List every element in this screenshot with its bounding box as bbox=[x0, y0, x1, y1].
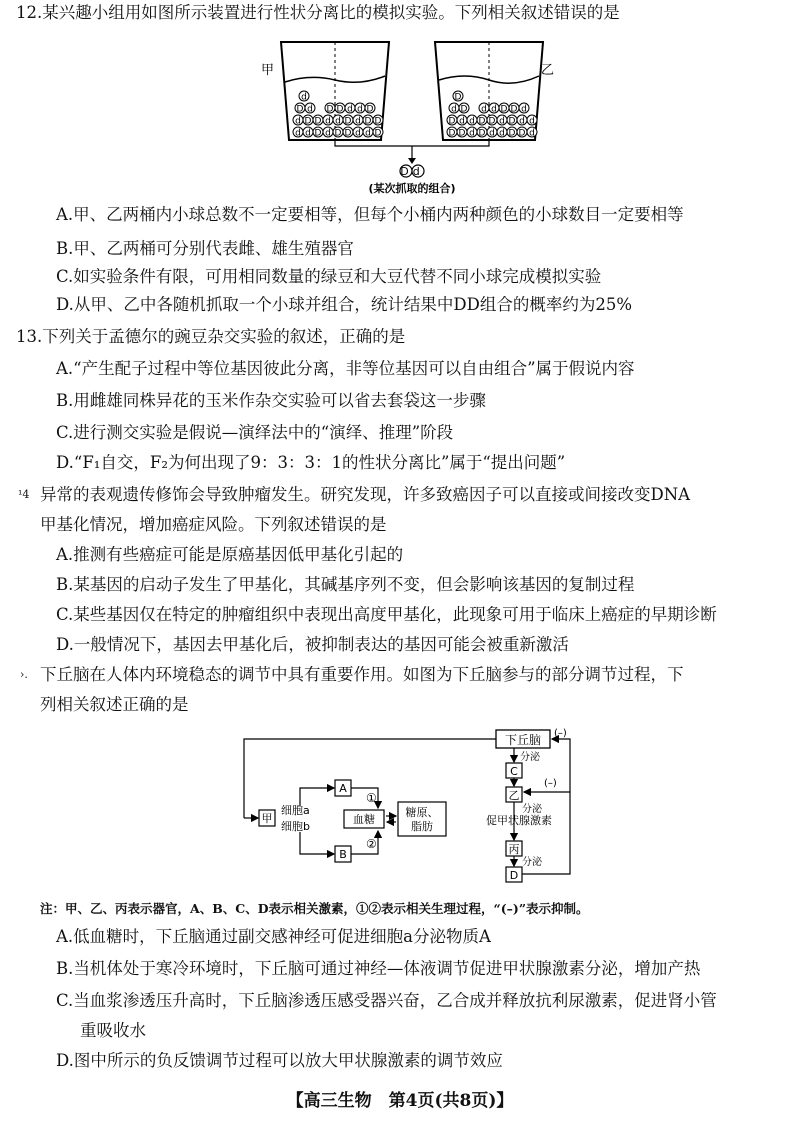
organ-jia: 甲 bbox=[261, 812, 273, 825]
secrete-1: 分泌 bbox=[520, 752, 540, 763]
q12-figure bbox=[255, 30, 555, 200]
hormone-a: A bbox=[339, 782, 347, 795]
q14-stem-line1: 异常的表观遗传修饰会导致肿瘤发生。研究发现，许多致癌因子可以直接或间接改变DNA bbox=[40, 485, 691, 504]
ball-label: D bbox=[448, 128, 456, 139]
ball-label: D bbox=[454, 92, 462, 103]
balls-left bbox=[293, 91, 383, 139]
ball-label: d bbox=[347, 104, 353, 115]
ball-label: D bbox=[314, 128, 322, 139]
combo-label: Dd bbox=[400, 165, 424, 178]
tsh-label: 促甲状腺激素 bbox=[486, 814, 552, 827]
balls-right bbox=[447, 91, 537, 139]
ball-label: D bbox=[314, 116, 322, 127]
q15-note: 注：甲、乙、丙表示器官，A、B、C、D表示相关激素，①②表示相关生理过程，“(–)”表示抑制。 bbox=[40, 901, 589, 916]
ball-label: D bbox=[508, 116, 516, 127]
organ-yi: 乙 bbox=[508, 789, 520, 802]
ball-label: D bbox=[366, 104, 374, 115]
ball-label: d bbox=[295, 116, 301, 127]
q12-stem: 12.某兴趣小组用如图所示装置进行性状分离比的模拟实验。下列相关叙述错误的是 bbox=[16, 3, 620, 22]
ball-label: D bbox=[478, 128, 486, 139]
ball-label: D bbox=[508, 128, 516, 139]
secrete-3: 分泌 bbox=[522, 857, 542, 868]
ball-label: d bbox=[521, 104, 527, 115]
ball-label: d bbox=[301, 92, 307, 103]
ball-label: d bbox=[489, 128, 495, 139]
q13-option-d: D.“F₁自交，F₂为何出现了9：3：3：1的性状分离比”属于“提出问题” bbox=[56, 453, 566, 472]
ball-label: d bbox=[325, 128, 331, 139]
ball-label: D bbox=[344, 116, 352, 127]
combo-caption: (某次抓取的组合) bbox=[368, 182, 456, 195]
ball-label: d bbox=[499, 116, 505, 127]
ball-label: d bbox=[491, 104, 497, 115]
ball-label: D bbox=[518, 128, 526, 139]
q15-option-c-line2: 重吸收水 bbox=[80, 1021, 146, 1040]
ball-label: d bbox=[295, 128, 301, 139]
ball-label: D bbox=[448, 116, 456, 127]
organ-bing: 丙 bbox=[508, 843, 520, 856]
ball-label: d bbox=[357, 104, 363, 115]
ball-label: D bbox=[344, 128, 352, 139]
glycogen-label-1: 糖原、 bbox=[405, 806, 439, 819]
q15-stem-line1: 下丘脑在人体内环境稳态的调节中具有重要作用。如图为下丘脑参与的部分调节过程，下 bbox=[40, 665, 684, 684]
neg-feedback-1: (–) bbox=[554, 728, 567, 739]
ball-label: d bbox=[529, 116, 535, 127]
q14-stem-line2: 甲基化情况，增加癌症风险。下列叙述错误的是 bbox=[40, 515, 387, 534]
q14-option-c: C.某些基因仅在特定的肿瘤组织中表现出高度甲基化，此现象可用于临床上癌症的早期诊断 bbox=[56, 605, 717, 624]
glycogen-label-2: 脂肪 bbox=[411, 820, 433, 833]
ball-label: d bbox=[519, 116, 525, 127]
ball-label: d bbox=[459, 116, 465, 127]
q15-stem-line2: 列相关叙述正确的是 bbox=[40, 695, 189, 714]
ball-label: D bbox=[364, 116, 372, 127]
ball-label: D bbox=[500, 104, 508, 115]
ball-label: d bbox=[335, 116, 341, 127]
ball-label: D bbox=[336, 104, 344, 115]
ball-label: D bbox=[304, 116, 312, 127]
ball-label: d bbox=[529, 128, 535, 139]
q15-option-d: D.图中所示的负反馈调节过程可以放大甲状腺激素的调节效应 bbox=[56, 1051, 503, 1070]
q15-option-c-line1: C.当血浆渗透压升高时，下丘脑渗透压感受器兴奋，乙合成并释放抗利尿激素，促进肾小管 bbox=[56, 991, 717, 1010]
ball-label: d bbox=[355, 128, 361, 139]
cell-a-label: 细胞a bbox=[281, 804, 310, 817]
hormone-b: B bbox=[339, 848, 347, 861]
ball-label: D bbox=[458, 128, 466, 139]
ball-label: d bbox=[469, 116, 475, 127]
q15-number: ›. bbox=[20, 668, 28, 681]
page-footer: 【高三生物 第4页(共8页)】 bbox=[286, 1091, 514, 1111]
ball-label: D bbox=[460, 104, 468, 115]
ball-label: d bbox=[451, 104, 457, 115]
ball-label: D bbox=[374, 116, 382, 127]
hormone-c: C bbox=[510, 765, 518, 778]
label-jia: 甲 bbox=[261, 63, 275, 78]
q14-option-b: B.某基因的启动子发生了甲基化，其碱基序列不变，但会影响该基因的复制过程 bbox=[56, 575, 635, 594]
blood-sugar-box: 血糖 bbox=[353, 813, 375, 826]
q13-stem: 13.下列关于孟德尔的豌豆杂交实验的叙述，正确的是 bbox=[16, 327, 406, 346]
process-2: ② bbox=[366, 837, 377, 851]
q15-flow-diagram bbox=[230, 722, 600, 890]
ball-label: d bbox=[481, 104, 487, 115]
q14-number: ¹4 bbox=[18, 488, 30, 501]
q12-option-b: B.甲、乙两桶可分别代表雌、雄生殖器官 bbox=[56, 239, 354, 258]
q12-option-a: A.甲、乙两桶内小球总数不一定要相等，但每个小桶内两种颜色的小球数目一定要相等 bbox=[56, 205, 684, 224]
ball-label: D bbox=[374, 128, 382, 139]
ball-label: d bbox=[325, 116, 331, 127]
q14-option-d: D.一般情况下，基因去甲基化后，被抑制表达的基因可能会被重新激活 bbox=[56, 635, 569, 654]
ball-label: d bbox=[307, 104, 313, 115]
q12-option-d: D.从甲、乙中各随机抓取一个小球并组合，统计结果中DD组合的概率约为25% bbox=[56, 295, 633, 314]
neg-feedback-2: (–) bbox=[544, 778, 557, 789]
ball-label: D bbox=[488, 116, 496, 127]
secrete-2: 分泌 bbox=[522, 804, 542, 815]
ball-label: D bbox=[478, 116, 486, 127]
ball-label: D bbox=[510, 104, 518, 115]
q12-option-c: C.如实验条件有限，可用相同数量的绿豆和大豆代替不同小球完成模拟实验 bbox=[56, 267, 602, 286]
ball-label: D bbox=[334, 128, 342, 139]
label-yi: 乙 bbox=[541, 63, 555, 78]
hormone-d: D bbox=[509, 869, 519, 882]
q13-option-a: A.“产生配子过程中等位基因彼此分离，非等位基因可以自由组合”属于假说内容 bbox=[56, 359, 635, 378]
process-1: ① bbox=[366, 791, 377, 805]
ball-label: d bbox=[499, 128, 505, 139]
ball-label: d bbox=[305, 128, 311, 139]
cell-b-label: 细胞b bbox=[281, 820, 310, 833]
ball-label: d bbox=[469, 128, 475, 139]
q13-option-b: B.用雌雄同株异花的玉米作杂交实验可以省去套袋这一步骤 bbox=[56, 391, 486, 410]
ball-label: d bbox=[365, 128, 371, 139]
ball-label: d bbox=[355, 116, 361, 127]
hypothalamus-box: 下丘脑 bbox=[504, 733, 542, 747]
q13-option-c: C.进行测交实验是假说—演绎法中的“演绎、推理”阶段 bbox=[56, 423, 454, 442]
q15-option-a: A.低血糖时，下丘脑通过副交感神经可促进细胞a分泌物质A bbox=[56, 927, 491, 946]
q14-option-a: A.推测有些癌症可能是原癌基因低甲基化引起的 bbox=[56, 545, 404, 564]
ball-label: D bbox=[296, 104, 304, 115]
q15-option-b: B.当机体处于寒冷环境时，下丘脑可通过神经—体液调节促进甲状腺激素分泌，增加产热 bbox=[56, 959, 701, 978]
ball-label: D bbox=[326, 104, 334, 115]
